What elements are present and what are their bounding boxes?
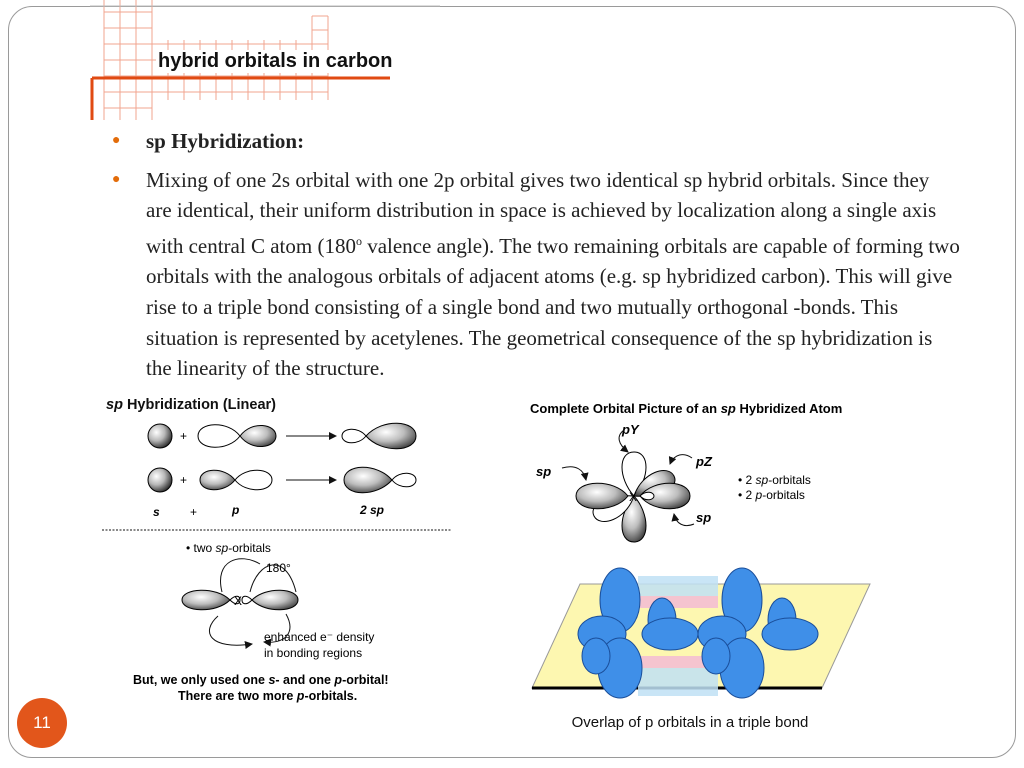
label-sp-left: sp [536, 464, 552, 479]
s-orbital-icon [148, 468, 172, 492]
angle-label: 180° [266, 561, 291, 575]
s-orbital-icon [148, 424, 172, 448]
p-orbital-lobe-shaded [200, 470, 235, 490]
footer-note-line1: But, we only used one s- and one p-orbital! [133, 673, 389, 687]
sp-orbital-right-small [242, 596, 252, 604]
sp-hybrid-large-lobe [366, 423, 416, 449]
bullet-dot-icon: ● [112, 133, 121, 148]
slide-title: hybrid orbitals in carbon [158, 50, 393, 72]
label-plus: + [190, 505, 198, 519]
label-pz: pZ [696, 454, 712, 469]
sp-hybrid-small-lobe [392, 473, 416, 487]
p-orbital-lobe-empty [235, 470, 272, 490]
label-sp-right: sp [696, 510, 712, 525]
footer-note-line2: There are two more p-orbitals. [178, 689, 358, 703]
angle-arc-left [221, 559, 260, 592]
sp-orbital-left-large [182, 590, 230, 610]
bullet-heading: ● sp Hybridization: [110, 126, 960, 157]
legend-sp-orbitals: • 2 sp-orbitals [738, 473, 811, 487]
triple-bond-illustration [520, 562, 880, 712]
label-p: p [232, 503, 240, 517]
bullet-paragraph: ● Mixing of one 2s orbital with one 2p orbital gives two identical sp hybrid orbitals. Since they are identical, their uniform distribution in space is achieved by localization along a single axis with central C atom (180$^o$ valence angle). The two remaining orbitals are capable of forming two orbitals with the analogous orbitals of adjacent atoms (e.g. sp hybridized carbon). This will give rise to a triple bond consisting of a single bond and two mutually orthogonal -bonds. This situation is represented by acetylenes. The geometrical consequence of the sp hybridization is the linearity of the structure. [110, 165, 960, 384]
figure-caption: Overlap of p orbitals in a triple bond [571, 714, 809, 731]
page-number-badge: 11 [17, 698, 67, 748]
sp-orbital-right-large [252, 590, 298, 610]
label-py: pY [622, 422, 639, 437]
enhanced-density-label: enhanced e⁻ density [264, 630, 375, 644]
sp-right-arrow [674, 514, 694, 526]
density-arrow-left [209, 616, 252, 645]
bullet-list [110, 126, 960, 392]
legend-p-orbitals: • 2 p-orbitals [738, 488, 805, 502]
bonding-regions-label: in bonding regions [264, 646, 363, 660]
triple-bond-overlap-figure [520, 562, 880, 752]
complete-orbital-picture-figure [524, 396, 894, 556]
sp-hybrid-small-lobe [342, 429, 366, 443]
center-atom-x: X [629, 490, 638, 504]
pi-overlap-bottom [638, 668, 718, 696]
center-atom-x: X [234, 594, 243, 608]
plus-sign: + [180, 429, 188, 443]
plus-sign: + [180, 473, 188, 487]
pi-overlap-upper [638, 596, 718, 608]
two-sp-orbitals-label: • two sp-orbitals [186, 541, 271, 555]
pi-overlap-top [638, 576, 718, 596]
left-figure-title: sp Hybridization (Linear) [106, 397, 276, 413]
p-orbital-lobe-shaded [240, 425, 276, 446]
label-s: s [153, 505, 160, 519]
sp-hybrid-large-lobe [344, 467, 392, 493]
right-figure-title: Complete Orbital Picture of an sp Hybridized Atom [530, 401, 843, 416]
sp-hybridization-linear-figure [100, 392, 460, 712]
p-orbital-lobe-empty [198, 425, 240, 448]
label-2sp: 2 sp [360, 503, 385, 517]
sp-left-arrow [562, 467, 586, 480]
pz-arrow [670, 455, 692, 464]
bullet-dot-icon: ● [112, 171, 121, 187]
